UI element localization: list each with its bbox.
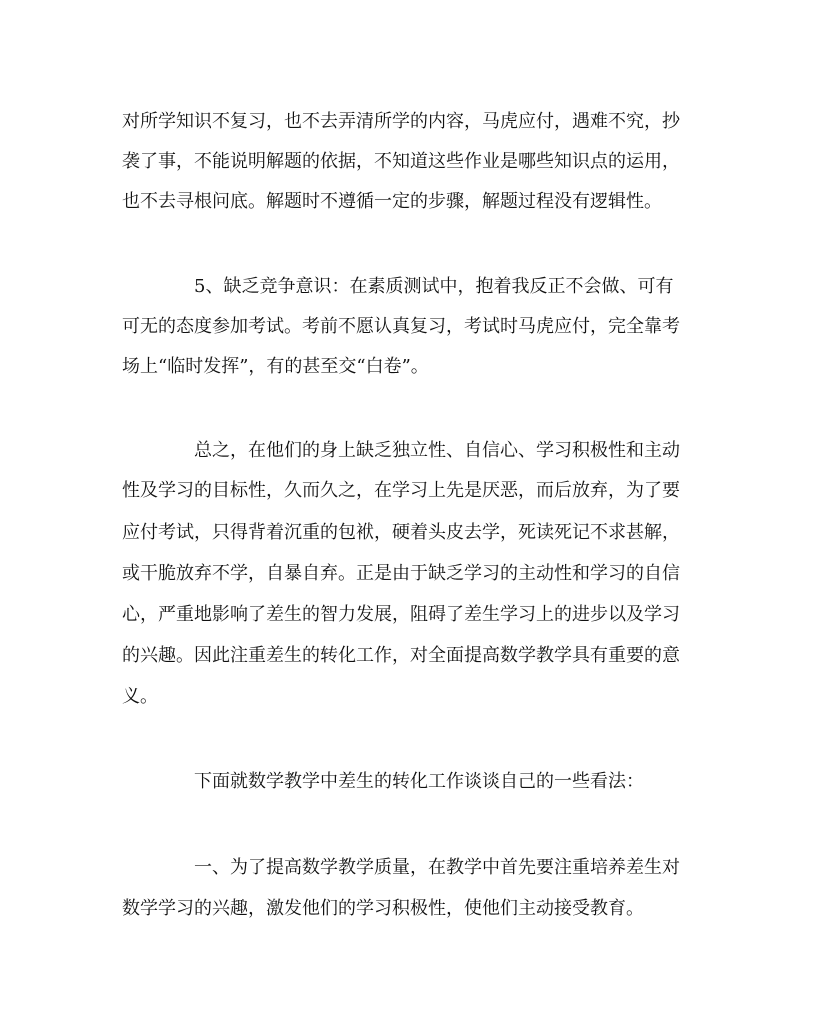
text-line: 也不去寻根问底。解题时不遵循一定的步骤，解题过程没有逻辑性。 <box>122 191 662 212</box>
text-line: 应付考试，只得背着沉重的包袱，硬着头皮去学，死读死记不求甚解， <box>122 522 680 543</box>
text-line: 总之，在他们的身上缺乏独立性、自信心、学习积极性和主动 <box>194 440 680 461</box>
text-line: 可无的态度参加考试。考前不愿认真复习，考试时马虎应付，完全靠考 <box>122 316 680 337</box>
text-line: 或干脆放弃不学，自暴自弃。正是由于缺乏学习的主动性和学习的自信 <box>122 563 680 584</box>
text-line: 一、为了提高数学教学质量，在教学中首先要注重培养差生对 <box>194 857 680 878</box>
text-line: 场上“临时发挥”，有的甚至交“白卷”。 <box>122 356 429 377</box>
text-line: 下面就数学教学中差生的转化工作谈谈自己的一些看法： <box>194 771 644 792</box>
text-line: 的兴趣。因此注重差生的转化工作，对全面提高数学教学具有重要的意 <box>122 645 680 666</box>
text-line: 性及学习的目标性，久而久之，在学习上先是厌恶，而后放弃，为了要 <box>122 480 680 501</box>
text-line: 5、缺乏竞争意识：在素质测试中，抱着我反正不会做、可有 <box>194 276 674 297</box>
text-line: 袭了事，不能说明解题的依据，不知道这些作业是哪些知识点的运用， <box>122 151 680 172</box>
text-line: 对所学知识不复习，也不去弄清所学的内容，马虎应付，遇难不究，抄 <box>122 111 680 132</box>
text-line: 心，严重地影响了差生的智力发展，阻碍了差生学习上的进步以及学习 <box>122 604 680 625</box>
text-line: 义。 <box>122 686 158 707</box>
text-line: 数学学习的兴趣，激发他们的学习积极性，使他们主动接受教育。 <box>122 898 644 919</box>
